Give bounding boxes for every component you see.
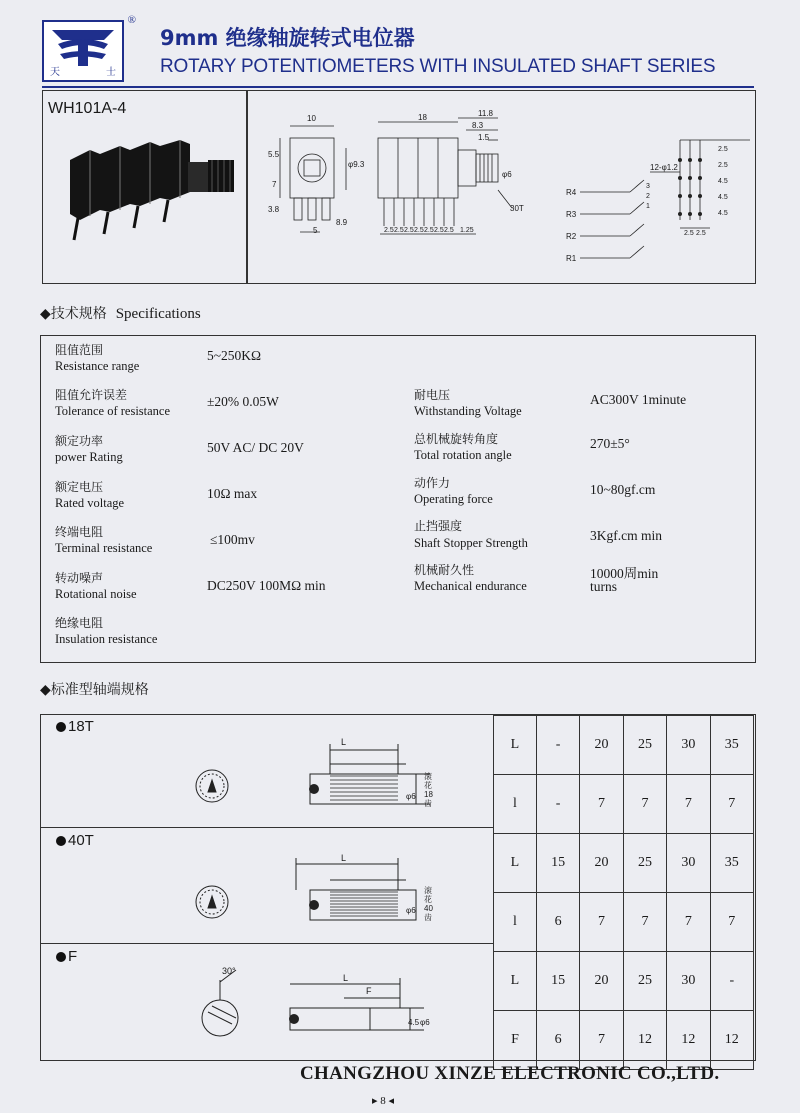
bullet-icon [56, 836, 66, 846]
table-cell: 12 [667, 1011, 710, 1070]
table-row-header: L [494, 952, 537, 1011]
dim-side-len: 18 [418, 113, 427, 122]
table-cell: 7 [580, 893, 623, 952]
table-cell: 30 [667, 952, 710, 1011]
table-cell: 7 [623, 775, 666, 834]
table-cell: 7 [623, 893, 666, 952]
dim-pcb-bottom-1: 2.5 [684, 230, 694, 237]
shaft-drawings [190, 730, 490, 1050]
shaft-type-label: 40T [68, 832, 94, 849]
spec-label-en: Operating force [414, 492, 493, 506]
specs-table [40, 335, 756, 663]
spec-value: AC300V 1minute [590, 392, 687, 407]
table-row-header: L [494, 716, 537, 775]
table-cell: 7 [580, 775, 623, 834]
spec-value: 10Ω max [207, 486, 258, 501]
spec-label-en: Shaft Stopper Strength [414, 536, 528, 550]
pin-num-1: 1 [646, 203, 650, 210]
pin-r4: R4 [566, 188, 577, 197]
table-cell: 35 [710, 834, 753, 893]
table-cell: - [710, 952, 753, 1011]
spec-label-cn: 阻值允许误差 [55, 388, 128, 402]
table-row [494, 893, 754, 952]
spec-label-en: Total rotation angle [414, 448, 512, 462]
spec-label-en: Tolerance of resistance [55, 404, 171, 418]
dim-side-pitch-6: 2.5 [434, 227, 444, 234]
table-cell: 15 [536, 834, 579, 893]
page-number: ▸ 8 ◂ [372, 1095, 395, 1107]
page-title-en: ROTARY POTENTIOMETERS WITH INSULATED SHAFT SERIES [160, 56, 716, 77]
table-cell: - [536, 716, 579, 775]
table-cell: 30 [667, 716, 710, 775]
table-cell: 20 [580, 952, 623, 1011]
shaft-f-l-label: L [343, 973, 349, 983]
dim-side-pitch-1: 2.5 [384, 227, 394, 234]
table-cell: 25 [623, 952, 666, 1011]
pin-num-2: 2 [646, 193, 650, 200]
pin-r1: R1 [566, 254, 577, 263]
spec-label-cn: 额定电压 [55, 480, 104, 494]
spec-label-cn: 耐电压 [414, 388, 451, 402]
shaft-f-d1: 4.5 [408, 1018, 420, 1027]
table-cell: 25 [623, 716, 666, 775]
logo-char-left: 天 [50, 67, 60, 78]
specs-section-title: ◆技术规格 Specifications [40, 306, 201, 322]
specs-title-cn: 技术规格 [50, 306, 107, 322]
spec-label-en: Rotational noise [55, 587, 137, 601]
spec-label-en: Withstanding Voltage [414, 404, 522, 418]
shaft-40t-l-label: L [341, 853, 347, 863]
header-divider [42, 86, 754, 88]
spec-label-en: Rated voltage [55, 496, 125, 510]
model-number: WH101A-4 [48, 100, 127, 117]
spec-value-2: turns [590, 579, 617, 594]
shaft-title-cn: 标准型轴端规格 [50, 682, 149, 698]
dim-pcb-bottom-2: 2.5 [696, 230, 706, 237]
dim-front-h3: 3.8 [268, 205, 280, 214]
dim-pcb-pitch-4: 4.5 [718, 194, 728, 201]
shaft-40t-dia: φ6 [406, 906, 416, 915]
table-cell: 7 [667, 775, 710, 834]
shaft-type-40t [56, 832, 94, 849]
dim-front-h1: 5.5 [268, 150, 280, 159]
dim-side-pitch-2: 2.5 [394, 227, 404, 234]
page-title-cn: 9mm 绝缘轴旋转式电位器 [160, 26, 415, 50]
shaft-40t-spline: 滚花40齿 [424, 886, 433, 922]
spec-label-cn: 终端电阻 [55, 525, 104, 539]
dim-side-1-5: 1.5 [478, 133, 490, 142]
table-row [494, 716, 754, 775]
table-row-header: l [494, 893, 537, 952]
shaft-f-d2: φ6 [420, 1018, 430, 1027]
shaft-dimension-table [493, 715, 754, 1070]
table-row [494, 834, 754, 893]
table-cell: 7 [667, 893, 710, 952]
spec-value: ±20% 0.05W [207, 394, 279, 409]
spec-label-cn: 机械耐久性 [414, 563, 475, 577]
spec-label-cn: 动作力 [414, 476, 451, 490]
table-row [494, 1011, 754, 1070]
dim-pcb-hole: 12-φ1.2 [650, 163, 678, 172]
specs-title-en: Specifications [115, 306, 201, 322]
dim-pcb-pitch-1: 2.5 [718, 146, 728, 153]
table-cell: 25 [623, 834, 666, 893]
logo-char-right: 士 [106, 67, 116, 78]
spec-label-cn: 止挡强度 [414, 519, 463, 533]
shaft-type-label: F [68, 948, 78, 965]
table-row-header: l [494, 775, 537, 834]
table-cell: 12 [710, 1011, 753, 1070]
potentiometer-photo [60, 140, 240, 250]
shaft-type-label: 18T [68, 718, 94, 735]
shaft-f-f-label: F [366, 986, 372, 996]
dim-side-pitch-7: 2.5 [444, 227, 454, 234]
dim-pcb-pitch-3: 4.5 [718, 178, 728, 185]
table-cell: 20 [580, 834, 623, 893]
bullet-icon [56, 952, 66, 962]
shaft-18t-dia: φ6 [406, 792, 416, 801]
bullet-icon [56, 722, 66, 732]
spec-label-cn: 总机械旋转角度 [414, 432, 499, 446]
dim-front-pitch: 5 [313, 226, 318, 235]
spec-label-en: Resistance range [55, 359, 140, 373]
pin-num-3: 3 [646, 183, 650, 190]
spec-value: 50V AC/ DC 20V [207, 440, 304, 455]
table-cell: 20 [580, 716, 623, 775]
pin-r3: R3 [566, 210, 577, 219]
dimension-drawings [250, 100, 750, 280]
dim-side-30t: 30T [510, 204, 524, 213]
dim-side-pitch-4: 2.5 [414, 227, 424, 234]
dim-side-shaft: 11.8 [478, 109, 493, 118]
shaft-18t-l-label: L [341, 737, 347, 747]
spec-value: 5~250KΩ [207, 348, 262, 363]
shaft-type-18t [56, 718, 94, 735]
dim-side-pitch-8: 1.25 [460, 227, 474, 234]
spec-value: 10000周min [590, 566, 659, 581]
shaft-18t-spline: 滚花18齿 [424, 772, 433, 808]
dim-front-width: 10 [307, 114, 316, 123]
table-row-header: L [494, 834, 537, 893]
pin-r2: R2 [566, 232, 577, 241]
table-cell: 15 [536, 952, 579, 1011]
spec-value: 10~80gf.cm [590, 482, 656, 497]
registered-mark: ® [127, 14, 136, 26]
dim-side-pitch-5: 2.5 [424, 227, 434, 234]
page-number-value: 8 [380, 1095, 386, 1107]
spec-label-cn: 转动噪声 [55, 571, 104, 585]
dim-side-dia: φ6 [502, 170, 512, 179]
table-cell: 6 [536, 1011, 579, 1070]
spec-value: ≤100mv [210, 532, 255, 547]
spec-label-cn: 阻值范围 [55, 343, 104, 357]
spec-value: DC250V 100MΩ min [207, 578, 326, 593]
dim-front-dia: φ9.3 [348, 160, 365, 169]
table-cell: 7 [580, 1011, 623, 1070]
spec-label-en: power Rating [55, 450, 123, 464]
spec-label-cn: 绝缘电阻 [55, 616, 104, 630]
spec-label-cn: 额定功率 [55, 434, 104, 448]
table-cell: 7 [710, 775, 753, 834]
table-cell: - [536, 775, 579, 834]
table-cell: 35 [710, 716, 753, 775]
table-row-header: F [494, 1011, 537, 1070]
dim-front-leg: 8.9 [336, 218, 348, 227]
table-cell: 30 [667, 834, 710, 893]
spec-value: 3Kgf.cm min [590, 528, 662, 543]
dim-side-pitch-3: 2.5 [404, 227, 414, 234]
table-row [494, 952, 754, 1011]
table-cell: 12 [623, 1011, 666, 1070]
spec-label-en: Insulation resistance [55, 632, 158, 646]
shaft-type-f [56, 948, 77, 965]
spec-value: 270±5° [590, 436, 630, 451]
dim-front-h2: 7 [272, 180, 277, 189]
table-cell: 7 [710, 893, 753, 952]
dim-side-8-3: 8.3 [472, 121, 484, 130]
shaft-f-angle: 30° [222, 966, 236, 976]
table-cell: 6 [536, 893, 579, 952]
shaft-section-title: ◆标准型轴端规格 [40, 682, 149, 698]
company-name: CHANGZHOU XINZE ELECTRONIC CO.,LTD. [300, 1063, 720, 1084]
spec-label-en: Terminal resistance [55, 541, 153, 555]
spec-label-en: Mechanical endurance [414, 579, 527, 593]
dim-pcb-pitch-5: 4.5 [718, 210, 728, 217]
company-logo [42, 14, 136, 82]
table-row [494, 775, 754, 834]
dim-pcb-pitch-2: 2.5 [718, 162, 728, 169]
